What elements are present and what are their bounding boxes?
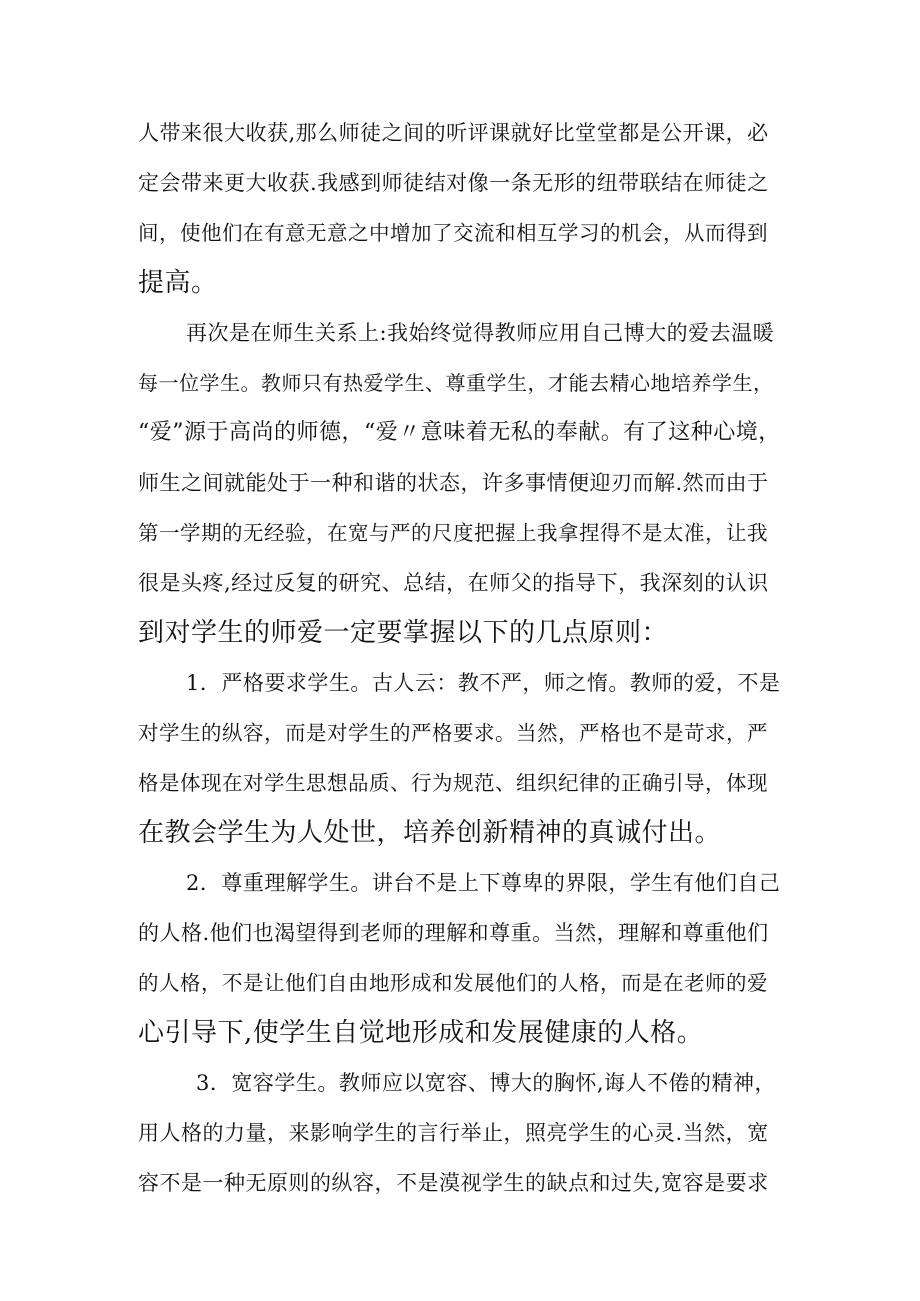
text-line: 定会带来更大收获.我感到师徒结对像一条无形的纽带联结在师徒之 xyxy=(138,171,769,195)
text-line: 用人格的力量，来影响学生的言行举止，照亮学生的心灵.当然，宽 xyxy=(138,1121,769,1145)
text-line: 3．宽容学生。教师应以宽容、博大的胸怀,诲人不倦的精神， xyxy=(196,1071,777,1095)
text-line: “爱”源于高尚的师德，“爱〃意味着无私的奉献。有了这种心境， xyxy=(138,420,781,445)
text-line: 对学生的纵容，而是对学生的严格要求。当然，严格也不是苛求，严 xyxy=(138,721,768,745)
text-line: 再次是在师生关系上:我始终觉得教师应用自己博大的爱去温暖 xyxy=(186,321,775,345)
text-line: 师生之间就能处于一种和谐的状态，许多事情便迎刃而解.然而由于 xyxy=(138,471,769,495)
text-line: 的人格.他们也渴望得到老师的理解和尊重。当然，理解和尊重他们 xyxy=(138,921,769,945)
text-line: 格是体现在对学生思想品质、行为规范、组织纪律的正确引导，体现 xyxy=(138,771,768,795)
text-line: 1．严格要求学生。古人云：教不严，师之惰。教师的爱，不是 xyxy=(186,671,781,695)
text-line: 提高。 xyxy=(138,268,218,298)
text-line: 间，使他们在有意无意之中增加了交流和相互学习的机会，从而得到 xyxy=(138,221,768,245)
text-line: 第一学期的无经验，在宽与严的尺度把握上我拿捏得不是太准，让我 xyxy=(138,521,768,545)
text-line: 人带来很大收获,那么师徒之间的听评课就好比堂堂都是公开课，必 xyxy=(138,121,769,145)
text-line: 很是头疼,经过反复的研究、总结，在师父的指导下，我深刻的认识 xyxy=(138,571,769,595)
text-line: 心引导下,使学生自觉地形成和发展健康的人格。 xyxy=(138,1018,704,1048)
text-line: 每一位学生。教师只有热爱学生、尊重学生，才能去精心地培养学生， xyxy=(138,371,774,395)
text-line: 2．尊重理解学生。讲台不是上下尊卑的界限，学生有他们自己 xyxy=(186,871,781,895)
text-line: 的人格，不是让他们自由地形成和发展他们的人格，而是在老师的爱 xyxy=(138,971,768,995)
text-line: 容不是一种无原则的纵容，不是漠视学生的缺点和过失,宽容是要求 xyxy=(138,1171,769,1195)
text-line: 在教会学生为人处世，培养创新精神的真诚付出。 xyxy=(138,818,722,848)
text-line: 到对学生的师爱一定要掌握以下的几点原则： xyxy=(138,618,669,648)
